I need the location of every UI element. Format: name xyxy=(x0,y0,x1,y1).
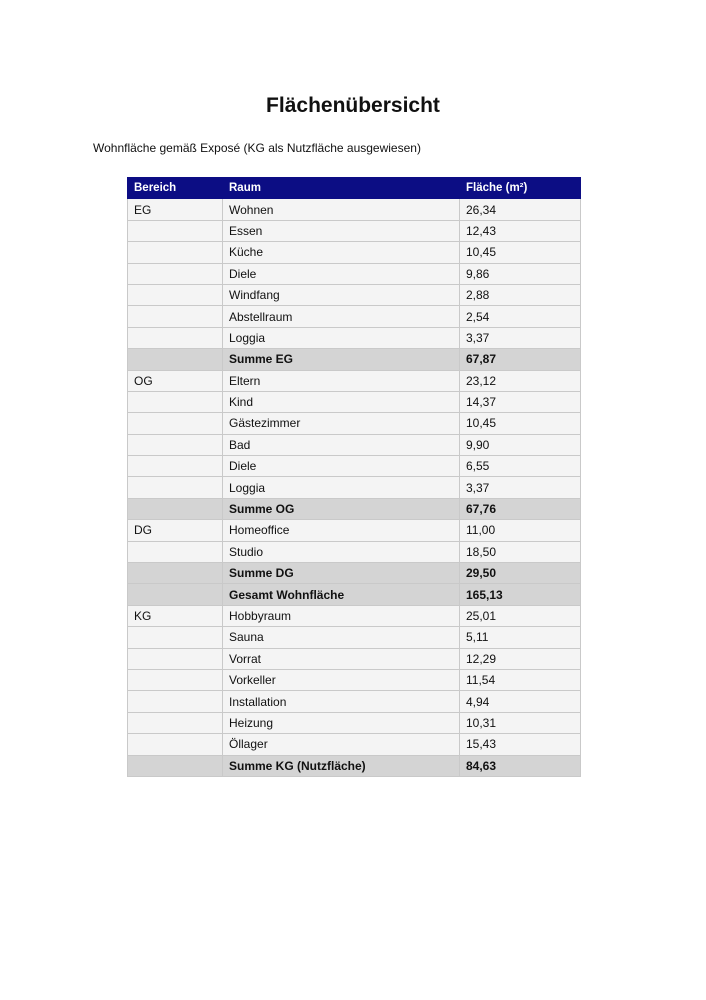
cell-bereich xyxy=(128,541,223,562)
cell-flaeche: 2,54 xyxy=(460,306,581,327)
cell-raum: Loggia xyxy=(223,327,460,348)
cell-bereich xyxy=(128,669,223,690)
cell-bereich xyxy=(128,220,223,241)
cell-flaeche: 12,43 xyxy=(460,220,581,241)
cell-raum: Homeoffice xyxy=(223,520,460,541)
table-row xyxy=(128,669,581,690)
table-header-row xyxy=(128,178,581,199)
cell-bereich: OG xyxy=(128,370,223,391)
cell-raum: Windfang xyxy=(223,284,460,305)
cell-raum: Diele xyxy=(223,456,460,477)
page-title: Flächenübersicht xyxy=(266,94,440,117)
cell-raum: Bad xyxy=(223,434,460,455)
cell-flaeche: 11,54 xyxy=(460,669,581,690)
table-row xyxy=(128,648,581,669)
cell-raum: Vorrat xyxy=(223,648,460,669)
cell-flaeche: 4,94 xyxy=(460,691,581,712)
cell-raum: Diele xyxy=(223,263,460,284)
cell-raum: Öllager xyxy=(223,734,460,755)
cell-bereich xyxy=(128,456,223,477)
cell-raum: Summe EG xyxy=(223,349,460,370)
column-header-bereich: Bereich xyxy=(128,178,223,199)
table-row xyxy=(128,263,581,284)
table-row xyxy=(128,370,581,391)
cell-bereich xyxy=(128,413,223,434)
cell-bereich xyxy=(128,712,223,733)
cell-flaeche: 67,76 xyxy=(460,498,581,519)
cell-flaeche: 9,86 xyxy=(460,263,581,284)
table-row xyxy=(128,220,581,241)
cell-bereich xyxy=(128,242,223,263)
area-table xyxy=(127,177,581,777)
cell-bereich xyxy=(128,327,223,348)
cell-raum: Wohnen xyxy=(223,199,460,220)
cell-raum: Gästezimmer xyxy=(223,413,460,434)
table-row xyxy=(128,712,581,733)
cell-bereich xyxy=(128,627,223,648)
cell-flaeche: 84,63 xyxy=(460,755,581,776)
cell-raum: Küche xyxy=(223,242,460,263)
table-row xyxy=(128,520,581,541)
cell-bereich xyxy=(128,306,223,327)
table-row xyxy=(128,391,581,412)
cell-bereich xyxy=(128,349,223,370)
cell-flaeche: 2,88 xyxy=(460,284,581,305)
cell-bereich xyxy=(128,734,223,755)
table-row xyxy=(128,691,581,712)
cell-raum: Eltern xyxy=(223,370,460,391)
cell-bereich: EG xyxy=(128,199,223,220)
cell-flaeche: 165,13 xyxy=(460,584,581,605)
cell-raum: Gesamt Wohnfläche xyxy=(223,584,460,605)
cell-bereich xyxy=(128,584,223,605)
cell-flaeche: 10,31 xyxy=(460,712,581,733)
cell-flaeche: 10,45 xyxy=(460,242,581,263)
cell-raum: Summe DG xyxy=(223,563,460,584)
cell-bereich xyxy=(128,284,223,305)
table-row xyxy=(128,627,581,648)
cell-flaeche: 6,55 xyxy=(460,456,581,477)
cell-raum: Sauna xyxy=(223,627,460,648)
cell-raum: Heizung xyxy=(223,712,460,733)
cell-flaeche: 23,12 xyxy=(460,370,581,391)
cell-flaeche: 5,11 xyxy=(460,627,581,648)
table-row xyxy=(128,541,581,562)
cell-flaeche: 3,37 xyxy=(460,477,581,498)
cell-flaeche: 15,43 xyxy=(460,734,581,755)
table-body xyxy=(128,199,581,777)
cell-bereich xyxy=(128,691,223,712)
cell-bereich xyxy=(128,263,223,284)
table-row xyxy=(128,456,581,477)
table-row xyxy=(128,199,581,220)
cell-raum: Kind xyxy=(223,391,460,412)
cell-raum: Essen xyxy=(223,220,460,241)
cell-bereich xyxy=(128,563,223,584)
cell-bereich xyxy=(128,648,223,669)
cell-raum: Abstellraum xyxy=(223,306,460,327)
cell-flaeche: 9,90 xyxy=(460,434,581,455)
cell-flaeche: 29,50 xyxy=(460,563,581,584)
cell-flaeche: 12,29 xyxy=(460,648,581,669)
summary-row xyxy=(128,755,581,776)
cell-flaeche: 3,37 xyxy=(460,327,581,348)
cell-bereich xyxy=(128,477,223,498)
cell-bereich: KG xyxy=(128,605,223,626)
cell-flaeche: 11,00 xyxy=(460,520,581,541)
cell-flaeche: 26,34 xyxy=(460,199,581,220)
cell-bereich xyxy=(128,498,223,519)
table-row xyxy=(128,306,581,327)
table-header xyxy=(128,178,581,199)
table-row xyxy=(128,434,581,455)
cell-flaeche: 67,87 xyxy=(460,349,581,370)
summary-row xyxy=(128,349,581,370)
table-row xyxy=(128,734,581,755)
table-row xyxy=(128,327,581,348)
cell-raum: Loggia xyxy=(223,477,460,498)
summary-row xyxy=(128,498,581,519)
cell-bereich xyxy=(128,434,223,455)
cell-raum: Installation xyxy=(223,691,460,712)
cell-raum: Summe OG xyxy=(223,498,460,519)
cell-raum: Vorkeller xyxy=(223,669,460,690)
cell-raum: Hobbyraum xyxy=(223,605,460,626)
table-row xyxy=(128,242,581,263)
cell-bereich xyxy=(128,755,223,776)
cell-raum: Summe KG (Nutzfläche) xyxy=(223,755,460,776)
cell-bereich: DG xyxy=(128,520,223,541)
cell-flaeche: 10,45 xyxy=(460,413,581,434)
table-row xyxy=(128,477,581,498)
cell-flaeche: 14,37 xyxy=(460,391,581,412)
summary-row xyxy=(128,563,581,584)
cell-bereich xyxy=(128,391,223,412)
table-row xyxy=(128,605,581,626)
summary-row xyxy=(128,584,581,605)
column-header-flaeche: Fläche (m²) xyxy=(460,178,581,199)
table-row xyxy=(128,413,581,434)
table-row xyxy=(128,284,581,305)
page-subtitle: Wohnfläche gemäß Exposé (KG als Nutzfläche ausgewiesen) xyxy=(93,141,421,155)
cell-flaeche: 18,50 xyxy=(460,541,581,562)
cell-raum: Studio xyxy=(223,541,460,562)
cell-flaeche: 25,01 xyxy=(460,605,581,626)
column-header-raum: Raum xyxy=(223,178,460,199)
